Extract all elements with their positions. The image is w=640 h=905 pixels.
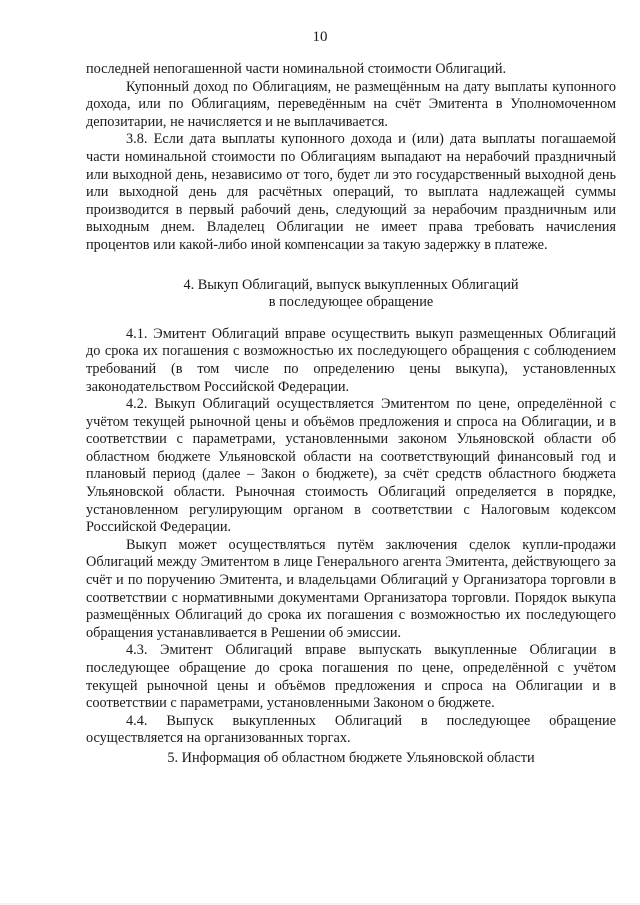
section-5-heading: 5. Информация об областном бюджете Ульяновской области xyxy=(167,749,535,766)
paragraph-buyback-procedure: Выкуп может осуществляться путём заключения сделок купли-продажи Облигаций между Эмитентом в лице Генерального агента Эмитента, действующего за счёт и по поручению Эмитента, и владельцами Облигаций у Организатора торговли в соответствии с нормативными документами Организатора торговли. Порядок выкупа размещённых Облигаций до срока их погашения с возможностью их последующего обращения устанавливается в Решении об эмиссии. xyxy=(86,536,616,641)
section-4-heading-line-2: в последующее обращение xyxy=(268,294,434,311)
paragraph-4-4: 4.4. Выпуск выкупленных Облигаций в последующее обращение осуществляется на организованных торгах. xyxy=(86,712,616,747)
paragraph-coupon-income: Купонный доход по Облигациям, не размещённым на дату выплаты купонного дохода, или по Облигациям, переведённым на счёт Эмитента в Уполномоченном депозитарии, не начисляется и не выплачивается. xyxy=(86,78,616,130)
document-body xyxy=(86,61,616,768)
page-number: 10 xyxy=(312,29,328,45)
section-4-heading xyxy=(86,277,616,312)
section-4-heading-line-1: 4. Выкуп Облигаций, выпуск выкупленных Облигаций xyxy=(183,276,519,293)
paragraph-4-1: 4.1. Эмитент Облигаций вправе осуществить выкуп размещенных Облигаций до срока их погашения с возможностью их последующего обращения с соблюдением требований (в том числе по определению цены выкупа), установленных законодательством Российской Федерации. xyxy=(86,325,616,395)
paragraph-4-3: 4.3. Эмитент Облигаций вправе выпускать выкупленные Облигации в последующее обращение до срока погашения по цене, определённой с учётом текущей рыночной цены и объёмов предложения и спроса на Облигации и в соответствии с параметрами, установленными Законом о бюджете. xyxy=(86,642,616,712)
paragraph-4-2: 4.2. Выкуп Облигаций осуществляется Эмитентом по цене, определённой с учётом текущей рыночной цены и объёмов предложения и спроса на Облигации, и в соответствии с параметрами, установленными законом Ульяновской области об областном бюджете Ульяновской области на соответствующий финансовый год и плановый период (далее – Закон о бюджете), за счёт средств областного бюджета Ульяновской области. Рыночная стоимость Облигаций определяется в порядке, установленном регулирующим органом в соответствии с Налоговым кодексом Российской Федерации. xyxy=(86,396,616,536)
paragraph-3-8: 3.8. Если дата выплаты купонного дохода и (или) дата выплаты погашаемой части номинальной стоимости по Облигациям выпадают на нерабочий праздничный или выходной день, независимо от того, будет ли это государственный выходной день или выходной день для расчётных операций, то выплата надлежащей суммы производится в первый рабочий день, следующий за нерабочим праздничным или выходным днем. Владелец Облигации не имеет права требовать начисления процентов или какой-либо иной компенсации за такую задержку в платеже. xyxy=(86,131,616,253)
paragraph-continuation: последней непогашенной части номинальной стоимости Облигаций. xyxy=(86,61,507,77)
